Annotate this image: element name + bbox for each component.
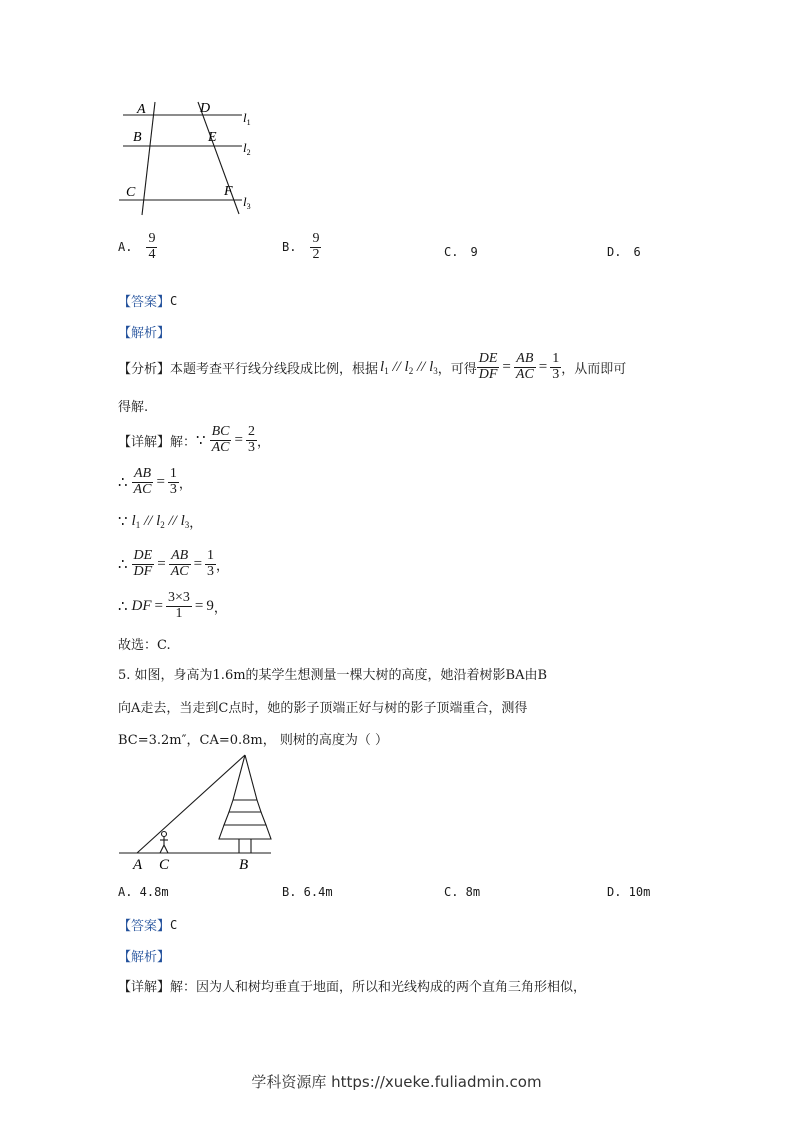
line-l3-label: $l_3$ (243, 194, 251, 211)
line-l1-label: $l_1$ (243, 110, 251, 127)
fenxi-text2: ，可得 (437, 361, 477, 377)
fig2-label-C: C (159, 857, 170, 873)
point-A-label: A (137, 102, 146, 117)
q4-analysis-tag: 【解析】 (118, 326, 171, 341)
option-a-label: A. (118, 240, 133, 255)
option-b-num: 9 (312, 231, 320, 246)
fig2-label-B: B (239, 857, 249, 873)
q5-detail (118, 976, 586, 995)
footer-watermark: 学科资源库 https://xueke.fuliadmin.com (251, 1073, 542, 1091)
point-B-label: B (133, 130, 142, 145)
point-D-label: D (200, 101, 211, 116)
option-c-value: 9 (470, 245, 478, 259)
option-d-value: 6 (633, 245, 641, 259)
fenxi-frac-de-df: $\frac{DE}{DF}$ (478, 350, 498, 382)
solution-step-4: ∴ $\frac{DE}{DF}$ = $\frac{AB}{AC}$ = $\frac{1}{3}$ ， (118, 547, 230, 579)
q5-detail-text: 解：因为人和树均垂直于地面，所以和光线构成的两个直角三角形相似， (170, 980, 587, 995)
fenxi-tag: 【分析】 (118, 361, 171, 377)
q4-fenxi: 【分析】 本题考查平行线分线段成比例，根据 $l_1 // l_2 // l_3$ ，可得 $\frac{DE}{DF}$ = $\frac{AB}{AC}$ = $\frac{1}{3}$ ，从而即可 (118, 350, 627, 382)
answer-value: C (170, 293, 178, 308)
q5-option-d[interactable]: D. 10m (607, 885, 651, 899)
option-a-den: 4 (148, 246, 156, 262)
q5-option-a[interactable]: A. 4.8m (118, 885, 169, 899)
q5-answer-value: C (170, 917, 178, 932)
solution-step-1: 【详解】 解： ∵ $\frac{BC}{AC}$ = $\frac{2}{3}$ ， (118, 423, 270, 455)
option-b-label: B. (282, 240, 297, 255)
option-c-label: C. (444, 245, 459, 259)
fenxi-frac-1-3: $\frac{1}{3}$ (552, 350, 560, 382)
fig2-label-A: A (133, 857, 143, 873)
line-l2-label: $l_2$ (243, 140, 251, 157)
q5-detail-tag: 【详解】 (118, 980, 171, 995)
q5-answer-tag: 【答案】 (118, 919, 171, 934)
fenxi-text1: 本题考查平行线分线段成比例，根据 (170, 361, 379, 377)
fenxi-frac-ab-ac: $\frac{AB}{AC}$ (515, 350, 534, 382)
option-b-den: 2 (312, 246, 320, 262)
parallel-l1-l2-l3: $l_1 // l_2 // l_3$ (380, 358, 438, 376)
q5-analysis-tag: 【解析】 (118, 950, 171, 965)
q4-option-c[interactable] (444, 245, 478, 259)
option-a-num: 9 (148, 231, 156, 246)
fenxi-text3: ，从而即可 (561, 361, 627, 377)
parallel-lines-figure (115, 96, 265, 218)
solution-tag: 【详解】 (118, 434, 171, 450)
solution-choose: 故选：C. (118, 638, 171, 653)
option-d-label: D. (607, 245, 622, 259)
option-b-fraction (310, 232, 321, 262)
solution-step-5: ∴ DF = $\frac{3\times 3}{1}$ = 9 ， (118, 589, 227, 621)
q4-option-b[interactable] (282, 232, 321, 262)
q5-line-1: 5. 如图，身高为1.6m的某学生想测量一棵大树的高度，她沿着树影BA由B (118, 668, 548, 683)
q5-line-3: BC=3.2m″，CA=0.8m， 则树的高度为（ ） (118, 733, 388, 748)
fenxi-continuation: 得解. (118, 400, 149, 415)
because-symbol: ∵ (196, 432, 206, 449)
solution-step-2: ∴ $\frac{AB}{AC}$ = $\frac{1}{3}$ ， (118, 465, 192, 497)
q4-option-a[interactable] (118, 232, 157, 262)
answer-tag: 【答案】 (118, 295, 171, 310)
q4-option-d[interactable] (607, 245, 641, 259)
q5-option-b[interactable]: B. 6.4m (282, 885, 333, 899)
solution-lead: 解： (170, 434, 197, 450)
option-a-fraction (146, 232, 157, 262)
tree-shadow-figure (115, 750, 275, 876)
point-C-label: C (126, 185, 136, 200)
point-E-label: E (208, 130, 217, 145)
q5-answer (118, 915, 177, 934)
point-F-label: F (224, 184, 233, 199)
q5-line-2: 向A走去，当走到C点时，她的影子顶端正好与树的影子顶端重合，测得 (118, 701, 528, 716)
q5-option-c[interactable]: C. 8m (444, 885, 481, 899)
q4-answer (118, 291, 177, 310)
solution-step-3: ∵ $l_1 // l_2 // l_3$ ， (118, 513, 203, 531)
therefore-symbol: ∴ (118, 474, 128, 491)
